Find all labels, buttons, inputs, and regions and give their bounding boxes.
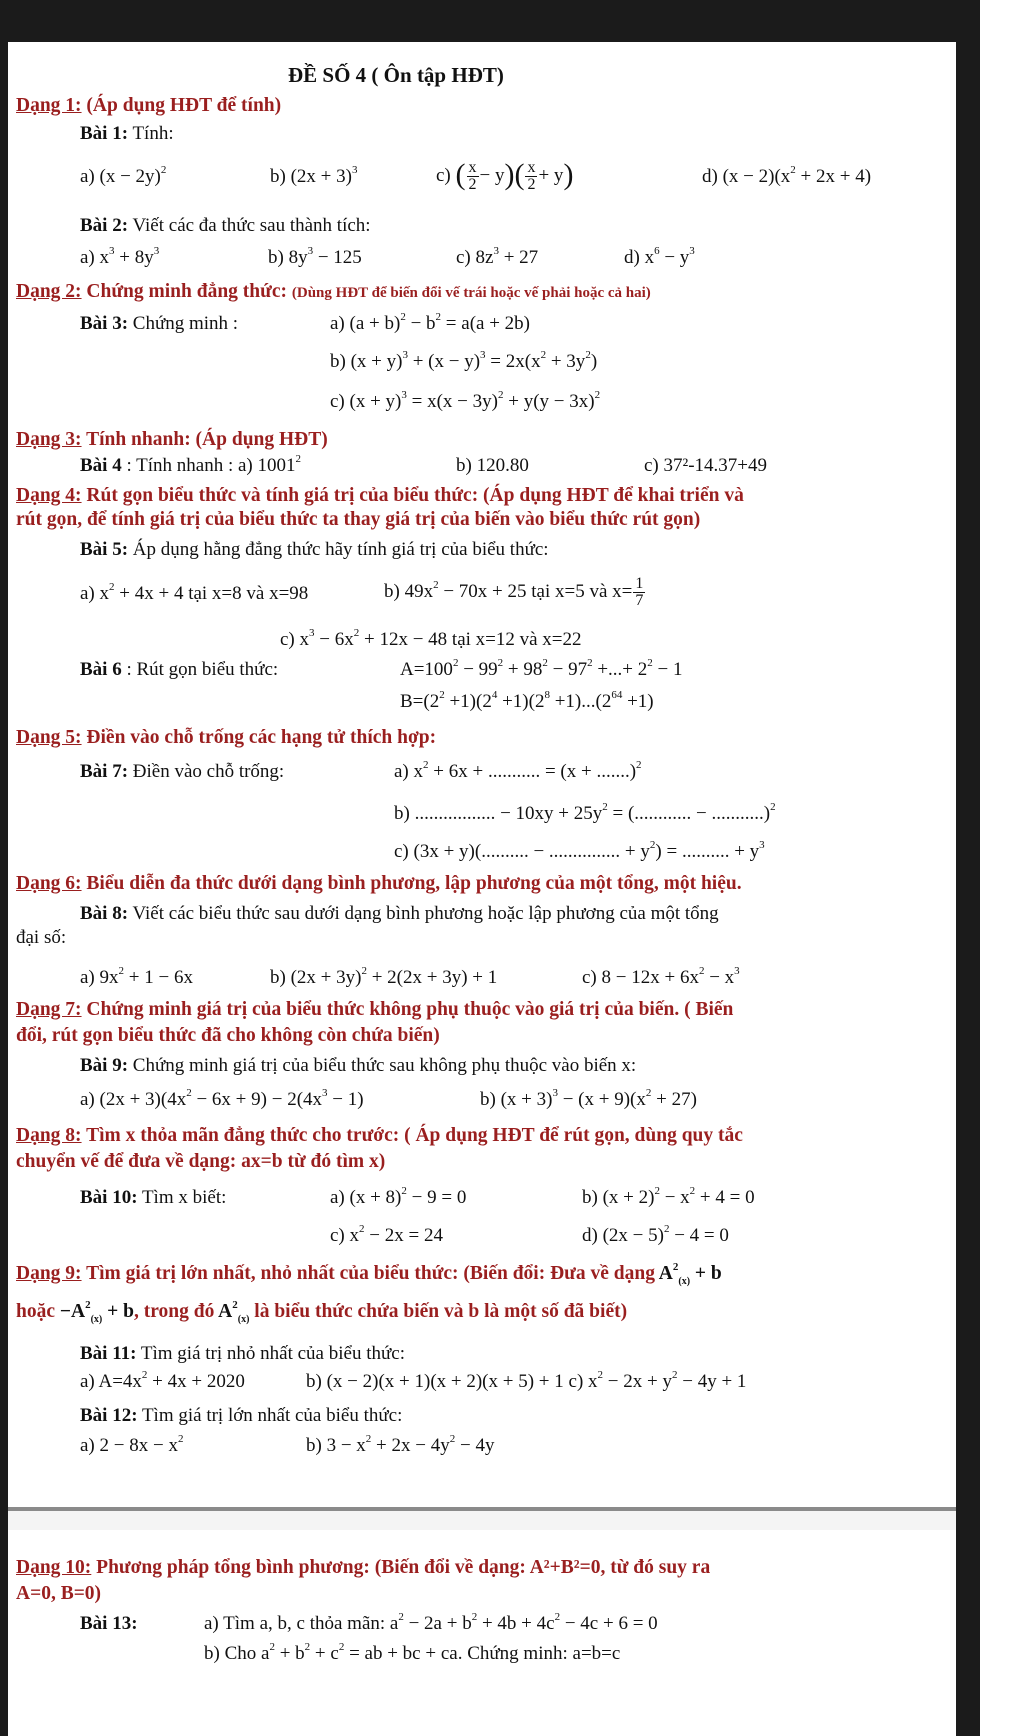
exercise-3c: c) $(x + y)^3 = x(x - 3y)^2 + y(y - 3x)^2$ (330, 388, 601, 412)
exercise-3b: b) $(x + y)^3 + (x - y)^3 = 2x(x^2 + 3y^2)$ (330, 348, 598, 372)
exercise-3a: a) $(a + b)^2 - b^2 = a(a + 2b)$ (330, 310, 530, 334)
exercise-7a: a) $x^2 + 6x$ + ........... = (x + .......)$^2$ (394, 758, 642, 782)
page-gap (8, 1511, 956, 1530)
exercise-5b: b) $49x^2 - 70x + 25$ tại x=5 và x= $\frac{1}{7}$ (384, 575, 644, 609)
exercise-5a: a) $x^2 + 4x + 4$ tại x=8 và x=98 (80, 580, 309, 604)
exercise-5c: c) $x^3 - 6x^2 + 12x - 48$ tại x=12 và x=22 (280, 626, 582, 650)
exercise-13b: b) Cho $a^2 + b^2 + c^2$ = ab + bc + ca. Chứng minh: a=b=c (204, 1640, 621, 1664)
exercise-8a: a) $9x^2 + 1 - 6x$ (80, 964, 193, 988)
exercise-8c: c) $8 - 12x + 6x^2 - x^3$ (582, 964, 740, 988)
section-heading-7: Dạng 7: Chứng minh giá trị của biểu thức không phụ thuộc vào giá trị của biến. ( Biến (16, 999, 734, 1020)
exercise-8-heading-line2: đại số: (16, 927, 67, 948)
section-heading-5: Dạng 5: Điền vào chỗ trống các hạng tử thích hợp: (16, 727, 437, 748)
exercise-4c: c) 37²-14.37+49 (644, 455, 767, 476)
exercise-11a: a) $A=4x^2 + 4x + 2020$ (80, 1368, 245, 1392)
exercise-6-heading: Bài 6 : Rút gọn biểu thức: (80, 659, 279, 680)
exercise-3-heading: Bài 3: Chứng minh : (80, 313, 239, 334)
exercise-13a: a) Tìm a, b, c thỏa mãn: $a^2 - 2a + b^2 + 4b + 4c^2 - 4c + 6 = 0$ (204, 1610, 658, 1634)
exercise-6-expr-B: $B=(2^2 +1)(2^4 +1)(2^8 +1)...(2^{64} +1)$ (400, 688, 654, 712)
exercise-9a: a) $(2x + 3)(4x^2 - 6x + 9) - 2(4x^3 - 1)$ (80, 1086, 364, 1110)
exercise-1d: d) $(x - 2)(x^2 + 2x + 4)$ (702, 163, 872, 187)
section-heading-3: Dạng 3: Tính nhanh: (Áp dụng HĐT) (16, 429, 328, 450)
exercise-2a: a) $x^3 + 8y^3$ (80, 244, 160, 268)
exercise-1a: a) $(x - 2y)^2$ (80, 163, 167, 187)
exercise-5-heading: Bài 5: Áp dụng hằng đẳng thức hãy tính giá trị của biểu thức: (80, 539, 549, 560)
exercise-11-heading: Bài 11: Tìm giá trị nhỏ nhất của biểu thức: (80, 1343, 405, 1364)
section-heading-9: Dạng 9: Tìm giá trị lớn nhất, nhỏ nhất của biểu thức: (Biến đổi: Đưa về dạng $A^2_{(x)} + b$ (16, 1260, 722, 1287)
exercise-2d: d) $x^6 - y^3$ (624, 244, 695, 268)
exercise-4b: b) 120.80 (456, 455, 529, 476)
exercise-9-heading: Bài 9: Chứng minh giá trị của biểu thức sau không phụ thuộc vào biến x: (80, 1055, 637, 1076)
exercise-12b: b) $3 - x^2 + 2x - 4y^2 - 4y$ (306, 1432, 495, 1456)
exercise-10c: c) $x^2 - 2x = 24$ (330, 1222, 443, 1246)
exercise-1-heading: Bài 1: Tính: (80, 123, 174, 144)
section-heading-8-line2: chuyển vế để đưa về dạng: ax=b từ đó tìm x) (16, 1151, 386, 1172)
exercise-10d: d) $(2x - 5)^2 - 4 = 0$ (582, 1222, 729, 1246)
exercise-2-heading: Bài 2: Viết các đa thức sau thành tích: (80, 215, 371, 236)
exercise-8b: b) $(2x + 3y)^2 + 2(2x + 3y) + 1$ (270, 964, 498, 988)
section-heading-4-line2: rút gọn, để tính giá trị của biểu thức ta thay giá trị của biến vào biểu thức rút gọn) (16, 509, 701, 530)
exercise-12-heading: Bài 12: Tìm giá trị lớn nhất của biểu thức: (80, 1405, 403, 1426)
section-heading-10: Dạng 10: Phương pháp tổng bình phương: (Biến đổi về dạng: A²+B²=0, từ đó suy ra (16, 1557, 711, 1578)
section-heading-2: Dạng 2: Chứng minh đẳng thức: (Dùng HĐT để biến đổi vế trái hoặc vế phải hoặc cả hai) (16, 281, 651, 302)
section-heading-10-line2: A=0, B=0) (16, 1583, 102, 1604)
exercise-10-heading: Bài 10: Tìm x biết: (80, 1187, 227, 1208)
section-heading-4: Dạng 4: Rút gọn biểu thức và tính giá trị của biểu thức: (Áp dụng HĐT để khai triển và (16, 485, 744, 506)
exercise-1b: b) $(2x + 3)^3$ (270, 163, 358, 187)
exercise-9b: b) $(x + 3)^3 - (x + 9)(x^2 + 27)$ (480, 1086, 697, 1110)
section-heading-8: Dạng 8: Tìm x thỏa mãn đẳng thức cho trước: ( Áp dụng HĐT để rút gọn, dùng quy tắc (16, 1125, 743, 1146)
exercise-7-heading: Bài 7: Điền vào chỗ trống: (80, 761, 285, 782)
section-heading-7-line2: đổi, rút gọn biểu thức đã cho không còn chứa biến) (16, 1025, 440, 1046)
right-margin-bar (980, 0, 1024, 1736)
exercise-12a: a) $2 - 8x - x^2$ (80, 1432, 184, 1456)
exercise-6-expr-A: $A=100^2 - 99^2 + 98^2 - 97^2$ +...+ $2^2 - 1$ (400, 656, 683, 680)
section-heading-1: Dạng 1: (Áp dụng HĐT để tính) (16, 95, 282, 116)
page-title: ĐỀ SỐ 4 ( Ôn tập HĐT) (288, 63, 504, 87)
section-heading-9-line2: hoặc $-A^2_{(x)} + b$, trong đó $A^2_{(x)}$ là biểu thức chứa biến và b là một số đã biết) (16, 1298, 628, 1325)
exercise-10b: b) $(x + 2)^2 - x^2 + 4 = 0$ (582, 1184, 755, 1208)
exercise-10a: a) $(x + 8)^2 - 9 = 0$ (330, 1184, 467, 1208)
exercise-8-heading: Bài 8: Viết các biểu thức sau dưới dạng bình phương hoặc lập phương của một tổng (80, 903, 719, 924)
exercise-1c: c) ( $\frac{x}{2}$ − y)( $\frac{x}{2}$ + y) (436, 157, 574, 193)
exercise-7b: b) ................. − $10xy + 25y^2$ = (............ − ...........)$^2$ (394, 800, 776, 824)
section-heading-6: Dạng 6: Biểu diễn đa thức dưới dạng bình phương, lập phương của một tổng, một hiệu. (16, 873, 742, 894)
exercise-11b: b) (x − 2)(x + 1)(x + 2)(x + 5) + 1 c) $x^2 - 2x + y^2 - 4y + 1$ (306, 1368, 747, 1392)
exercise-4: Bài 4 : Tính nhanh : a) 1001$^2$ (80, 452, 301, 476)
exercise-2b: b) $8y^3 - 125$ (268, 244, 362, 268)
exercise-7c: c) (3x + y)(.......... − ............... + $y^2$) = .......... + $y^3$ (394, 838, 765, 862)
exercise-2c: c) $8z^3 + 27$ (456, 244, 539, 268)
exercise-13-heading: Bài 13: (80, 1613, 138, 1634)
